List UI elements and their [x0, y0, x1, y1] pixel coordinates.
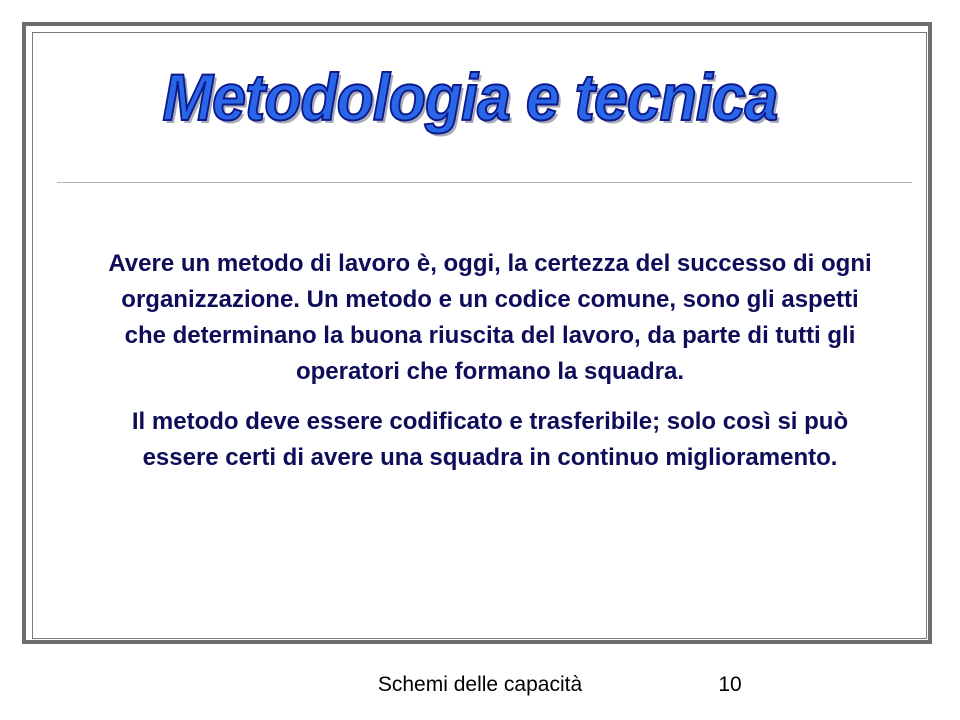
page-number: 10: [718, 673, 742, 696]
body-paragraph-2: Il metodo deve essere codificato e trasferibile; solo così si può essere certi di avere una squadra in continuo miglioramento.: [131, 408, 849, 471]
slide-body: [100, 246, 880, 490]
body-paragraph-1: Avere un metodo di lavoro è, oggi, la certezza del successo di ogni organizzazione. Un metodo e un codice comune, sono gli aspetti che determinano la buona riuscita del lavoro, da parte di tutti gli operatori che formano la squadra.: [108, 250, 872, 385]
slide-title: Metodologia e tecnica: [162, 60, 778, 134]
title-divider: [57, 182, 912, 183]
footer-label: Schemi delle capacità: [377, 673, 583, 696]
